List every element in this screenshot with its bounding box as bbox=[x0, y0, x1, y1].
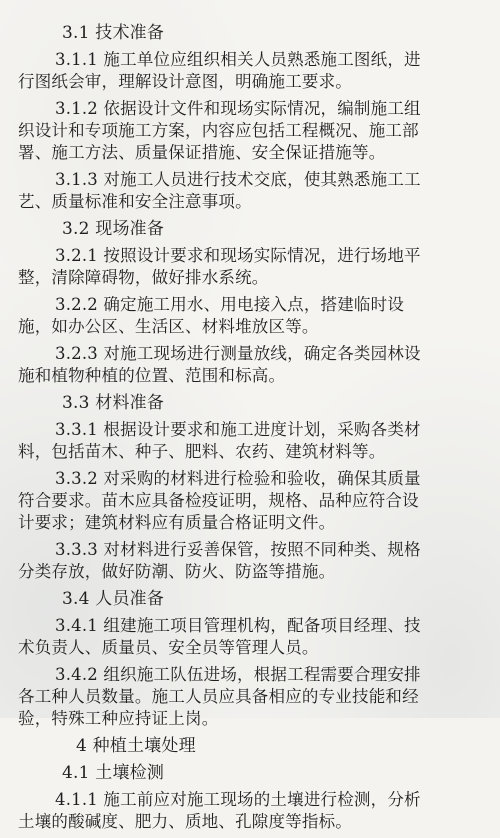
clause-paragraph bbox=[18, 343, 482, 387]
clause-paragraph bbox=[18, 419, 482, 463]
paragraph-line: 3.1.1 施工单位应组织相关人员熟悉施工图纸，进 bbox=[55, 50, 421, 69]
paragraph-line: 署、施工方法、质量保证措施、安全保证措施等。 bbox=[18, 143, 386, 162]
paragraph-line: 3.3.2 对采购的材料进行检验和验收，确保其质量 bbox=[55, 469, 421, 488]
section-heading: 4.1 土壤检测 bbox=[62, 763, 165, 783]
paragraph-line: 艺、质量标准和安全注意事项。 bbox=[18, 192, 252, 211]
paragraph-line: 施和植物种植的位置、范围和标高。 bbox=[18, 366, 286, 385]
section-heading: 3.3 材料准备 bbox=[62, 393, 165, 413]
clause-paragraph bbox=[18, 468, 482, 534]
paragraph-line: 3.2.2 确定施工用水、用电接入点，搭建临时设 bbox=[55, 295, 405, 314]
paragraph-line: 3.3.3 对材料进行妥善保管，按照不同种类、规格 bbox=[55, 540, 421, 559]
paragraph-line: 整，清除障碍物，做好排水系统。 bbox=[18, 268, 269, 287]
paragraph-line: 3.1.2 依据设计文件和现场实际情况，编制施工组 bbox=[55, 99, 421, 118]
paragraph-line: 料，包括苗木、种子、肥料、农药、建筑材料等。 bbox=[18, 442, 386, 461]
document-body bbox=[18, 22, 482, 838]
paragraph-line: 各工种人员数量。施工人员应具备相应的专业技能和经 bbox=[18, 687, 419, 706]
paragraph-line: 3.2.1 按照设计要求和现场实际情况，进行场地平 bbox=[55, 246, 421, 265]
clause-paragraph bbox=[18, 169, 482, 213]
section-heading: 4 种植土壤处理 bbox=[76, 736, 196, 756]
clause-paragraph bbox=[18, 245, 482, 289]
clause-paragraph bbox=[18, 49, 482, 93]
paragraph-line: 术负责人、质量员、安全员等管理人员。 bbox=[18, 638, 319, 657]
paragraph-line: 行图纸会审，理解设计意图，明确施工要求。 bbox=[18, 72, 352, 91]
section-heading: 3.1 技术准备 bbox=[62, 23, 165, 43]
paragraph-line: 织设计和专项施工方案，内容应包括工程概况、施工部 bbox=[18, 121, 419, 140]
paragraph-line: 分类存放，做好防潮、防火、防盗等措施。 bbox=[18, 562, 336, 581]
section-heading: 3.4 人员准备 bbox=[62, 589, 165, 609]
paragraph-line: 施，如办公区、生活区、材料堆放区等。 bbox=[18, 317, 319, 336]
paragraph-line: 3.1.3 对施工人员进行技术交底，使其熟悉施工工 bbox=[55, 170, 421, 189]
paragraph-line: 验，特殊工种应持证上岗。 bbox=[18, 709, 219, 728]
paragraph-line: 3.4.2 组织施工队伍进场，根据工程需要合理安排 bbox=[55, 665, 421, 684]
clause-paragraph bbox=[18, 98, 482, 164]
paragraph-line: 3.4.1 组建施工项目管理机构，配备项目经理、技 bbox=[55, 616, 421, 635]
clause-paragraph bbox=[18, 664, 482, 730]
paragraph-line: 3.3.1 根据设计要求和施工进度计划，采购各类材 bbox=[55, 420, 421, 439]
paragraph-line: 3.2.3 对施工现场进行测量放线，确定各类园林设 bbox=[55, 344, 421, 363]
section-heading: 3.2 现场准备 bbox=[62, 219, 165, 239]
clause-paragraph bbox=[18, 789, 482, 833]
clause-paragraph bbox=[18, 294, 482, 338]
paragraph-line: 土壤的酸碱度、肥力、质地、孔隙度等指标。 bbox=[18, 812, 352, 831]
paragraph-line: 符合要求。苗木应具备检疫证明，规格、品种应符合设 bbox=[18, 491, 419, 510]
paragraph-line: 计要求；建筑材料应有质量合格证明文件。 bbox=[18, 513, 336, 532]
clause-paragraph bbox=[18, 615, 482, 659]
clause-paragraph bbox=[18, 539, 482, 583]
paragraph-line: 4.1.1 施工前应对施工现场的土壤进行检测，分析 bbox=[55, 790, 421, 809]
